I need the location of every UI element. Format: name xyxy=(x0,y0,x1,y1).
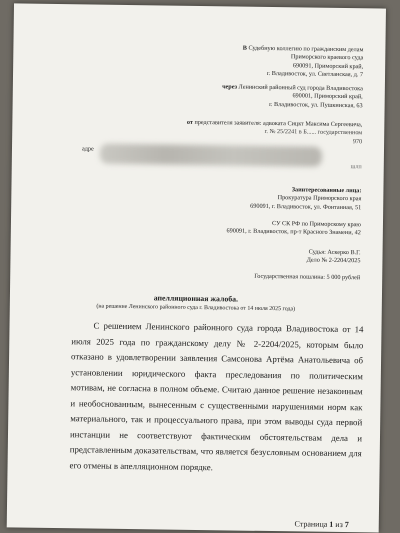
address-tail: шлп xyxy=(350,163,362,171)
party-1-name: Прокуратура Приморского края xyxy=(277,194,362,203)
body-text xyxy=(69,318,363,477)
case-block xyxy=(307,249,361,267)
judge-line: Судья: Аскерко В.Г. xyxy=(308,248,361,257)
court-address-line-1: 690091, Приморский край, xyxy=(292,62,364,71)
redacted-area xyxy=(100,144,322,167)
page-current: 1 xyxy=(329,519,334,529)
representative-partial-line: г. № 25/2241 в Б...... государственном xyxy=(264,128,363,137)
court-name-line-1: Судебную коллегию по гражданским делам xyxy=(248,44,364,54)
document-title: апелляционная жалоба. xyxy=(153,293,239,304)
address-label: адре xyxy=(81,145,94,153)
addressee-block xyxy=(242,45,363,80)
court-address-line-2: г. Владивосток, ул. Светланская, д. 7 xyxy=(266,70,364,79)
page-prefix: Страница xyxy=(294,519,328,529)
via-address-line-2: г. Владивосток, ул. Пушкинская, 63 xyxy=(269,100,363,110)
document-page xyxy=(7,3,386,532)
body-paragraph: С решением Ленинского районного суда города Владивостока от 14 июля 2025 года по гражданскому делу № 2-2204/2025, которым было отказано в удовлетворении заявления Самсонова Артёма Анатольевича об установлении юридического факта преследования по политическим мотивам, не согласна в полном объеме. Считаю данное решение незаконным и необоснованным, вынесенным с существенными нарушениями норм как материального, так и процессуального права, при этом выводы суда первой инстанции не соответствуют фактическим обстоятельствам дела и представленным доказательствам, что является безусловным основанием для его отмены в апелляционном порядке. xyxy=(69,320,364,472)
from-label: от xyxy=(186,118,193,126)
page-separator: из xyxy=(335,519,343,530)
representative-partial-tail: 970 xyxy=(352,137,363,146)
via-address-line-1: 690001, Приморский край, xyxy=(292,92,363,101)
document-subtitle: (на решение Ленинского районного суда г. Владивостока от 14 июля 2025 года) xyxy=(96,303,296,313)
state-fee: Государственная пошлина: 5 000 рублей xyxy=(254,272,361,282)
case-number: Дело № 2-2204/2025 xyxy=(306,256,361,265)
via-block xyxy=(222,83,363,110)
interested-parties-block xyxy=(250,186,361,213)
party-2-name: СУ СК РФ по Приморскому краю xyxy=(271,220,362,229)
representative-line: представителя заявителя: адвоката Сицкт Максима Сергеевича, xyxy=(194,118,363,129)
redacted-address-row xyxy=(76,141,376,171)
to-label: В xyxy=(242,44,247,52)
via-label: через xyxy=(222,83,238,91)
party-2-address: 690091, г. Владивосток, пр-т Красного Знамени, 42 xyxy=(226,227,361,237)
page-total: 7 xyxy=(344,520,349,530)
party-2-block xyxy=(227,219,362,238)
page-number xyxy=(294,519,348,529)
court-name-line-2: Приморского краевого суда xyxy=(290,53,364,62)
party-1-address: 690091, г. Владивосток, ул. Фонтанная, 51 xyxy=(250,202,362,212)
via-court-name: Ленинский районный суд города Владивостока xyxy=(238,83,363,93)
interested-parties-heading: Заинтересованные лица: xyxy=(291,186,362,195)
